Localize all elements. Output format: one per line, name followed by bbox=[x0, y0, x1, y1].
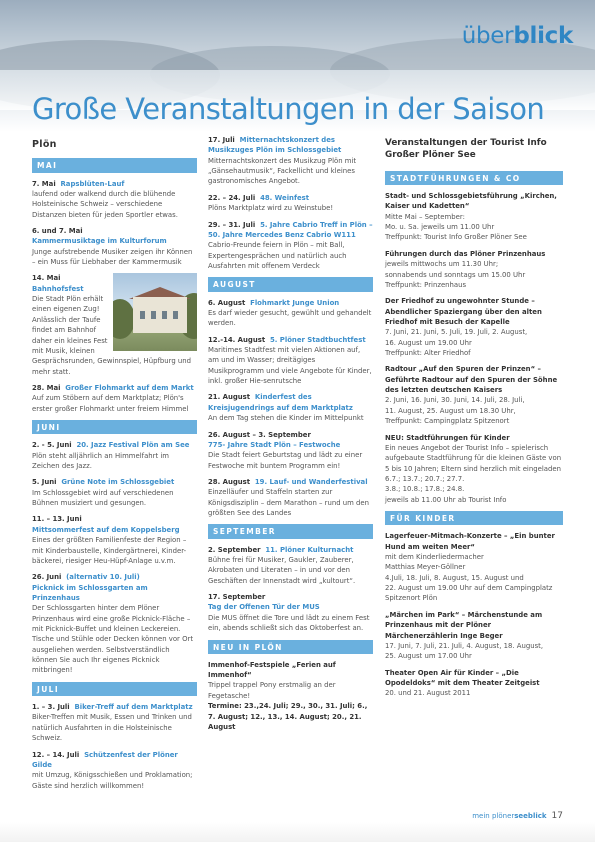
tour-item: Der Friedhof zu ungewohnter Stunde – Abendlicher Spaziergang über den alten Friedhof mit Besuch der Kapelle 7. Juni, 21. Juni, 5. Juli, 19. Juli, 2. August, 16. August um 19.00 Uhr Treffpunkt: Alter Friedhof bbox=[385, 297, 542, 358]
tourist-info-heading: Veranstaltungen der Tourist Info Großer Plöner See bbox=[385, 138, 547, 160]
event-item: 17. Juli Mitternachtskonzert des Musikzuges Plön im Schlossgebiet Mitternachtskonzert des Musikzug Plön mit „Gänsehautmusik“, Fackellicht und kleines gastronomisches Angebot. bbox=[208, 136, 357, 186]
event-item: 12.-14. August 5. Plöner Stadtbuchtfest Maritimes Stadtfest mit vielen Aktionen auf, am und im Wasser; dreitägiges Musikprogramm und viele Angebote für Kinder, inkl. großer Hie-senrutsche bbox=[208, 335, 372, 386]
event-item: 5. Juni Grüne Note im Schlossgebiet Im Schlossgebiet wird auf verschiedenen Bühnen musiziert und gesungen. bbox=[32, 478, 175, 508]
event-item: 1. – 3. Juli Biker-Treff auf dem Marktplatz Biker-Treffen mit Musik, Essen und Trinken und natürlich Ausfahrten in die Holsteinische Schweiz. bbox=[32, 703, 193, 743]
kids-item: Lagerfeuer-Mitmach-Konzerte – „Ein bunter Hund am weiten Meer“ mit dem Kinderliedermacher Matthias Meyer-Göllner 4.Juli, 18. Juli, 8. August, 15. August und 22. August um 19.00 Uhr auf dem Campingplatz Spitzenort Plön bbox=[385, 532, 555, 603]
tour-item: Führungen durch das Plöner Prinzenhaus jeweils mittwochs um 11.30 Uhr; sonnabends und sonntags um 15.00 Uhr Treffpunkt: Prinzenhaus bbox=[385, 249, 546, 289]
event-item: 17. September Tag der Offenen Tür der MUS Die MUS öffnet die Tore und lädt zu einem Fest ein, abends schließt sich das Oktoberfest an. bbox=[208, 593, 370, 633]
tour-item: NEU: Stadtführungen für Kinder Ein neues Angebot der Tourist Info – spielerisch aufgebaute Stadtführung für die kleinen Gäste von 5 bis 10 Jahren; Eltern sind herzlich mit eingeladen 6.7.; 13.7.; 20.7.; 27.7. 3.8.; 10.8.; 17.8.; 24.8. jeweils ab 11.00 Uhr ab Tourist Info bbox=[385, 433, 562, 504]
event-item: 2. - 5. Juni 20. Jazz Festival Plön am See Plön steht alljährlich an Himmelfahrt im Zeichen des Jazz. bbox=[32, 441, 190, 471]
event-item: Immenhof-Festspiele „Ferien auf Immenhof“ Trippel trappel Pony erstmalig an der Fegetasche! Termine: 23.,24. Juli; 29., 30., 31. Juli; 6., 7. August; 12., 13., 14. August; 20., 21. August bbox=[208, 660, 368, 731]
event-item: 6. und 7. Mai Kammermusiktage im Kulturforum Junge aufstrebende Musiker zeigen ihr Können – ein Muss für Liebhaber der Kammermusik bbox=[32, 226, 193, 267]
page-number: 17 bbox=[551, 811, 563, 821]
event-item: 12. – 14. Juli Schützenfest der Plöner Gilde mit Umzug, Königsschießen und Proklamation; Gäste sind herzlich willkommen! bbox=[32, 750, 193, 790]
kids-item: Theater Open Air für Kinder – „Die Opodeldoks“ mit dem Theater Zeitgeist 20. und 21. August 2011 bbox=[385, 668, 540, 698]
kids-item: „Märchen im Park“ – Märchenstunde am Prinzenhaus mit der Plöner Märchenerzählerin Inge Beger 17. Juni, 7. Juli, 21. Juli, 4. August, 18. August, 25. August um 17.00 Uhr bbox=[385, 610, 544, 661]
place-heading: Plön bbox=[32, 139, 57, 150]
footer-band bbox=[0, 822, 595, 842]
event-item: 7. Mai Rapsblüten-Lauf laufend oder walkend durch die blühende Holsteinische Schweiz – verschiedene Distanzen bieten für jeden Sportler etwas. bbox=[32, 179, 178, 219]
event-item: 22. – 24. Juli 48. Weinfest Plöns Marktplatz wird zu Weinstube! bbox=[208, 193, 334, 213]
event-item: 26. Juni (alternativ 10. Juli) Picknick im Schlossgarten am Prinzenhaus Der Schlossgarten hinter dem Plöner Prinzenhaus wird eine große Picknick-Fläche – mit Picknick-Buffet und kleinen Leckereien. Tische und Stühle oder Decken können vor Ort ausgeliehen werden. Selbstverständlich können Sie auch Ihr eigenes Picknick mitbringen! bbox=[32, 573, 194, 675]
event-item: 28. Mai Großer Flohmarkt auf dem Markt Auf zum Stöbern auf dem Marktplatz; Plön's erster großer Flohmarkt unter freiem Himmel bbox=[32, 383, 194, 413]
page-footer: mein plönerseeblick 17 bbox=[472, 811, 563, 821]
section-september: SEPTEMBER bbox=[208, 524, 373, 538]
tour-item: Stadt- und Schlossgebietsführung „Kirchen, Kaiser und Kadetten“ Mitte Mai – September: Mo. u. Sa. jeweils um 11.00 Uhr Treffpunkt: Tourist Info Großer Plöner See bbox=[385, 192, 557, 242]
event-item: 21. August Kinderfest des Kreisjugendrings auf dem Marktplatz An dem Tag stehen die Kinder im Mittelpunkt bbox=[208, 393, 364, 423]
event-item: 11. – 13. Juni Mittsommerfest auf dem Koppelsberg Eines der größten Familienfeste der Region – mit Kinderbaustelle, Kindergärtnerei, Kinder-bäckerei, riesiger Heu-Hüpf-Anlage u.v.m. bbox=[32, 515, 187, 565]
event-item: 2. September 11. Plöner Kulturnacht Bühne frei für Musiker, Gaukler, Zauberer, Akrobaten und Literaten – in und vor den Geschäften der Innenstadt wird „kultourt“. bbox=[208, 545, 356, 585]
section-juni: JUNI bbox=[32, 420, 197, 434]
tour-item: Radtour „Auf den Spuren der Prinzen“ – Geführte Radtour auf den Spuren der Söhne des letzten deutschen Kaisers 2. Juni, 16. Juni, 30. Juni, 14. Juli, 28. Juli, 11. August, 25. August um 18.30 Uhr, Treffpunkt: Campingplatz Spitzenort bbox=[385, 365, 558, 426]
section-mai: MAI bbox=[32, 158, 197, 172]
event-item: 26. August – 3. September 775- Jahre Stadt Plön – Festwoche Die Stadt feiert Geburtstag und lädt zu einer Festwoche mit buntem Programm ein! bbox=[208, 430, 363, 470]
page-title: Große Veranstaltungen in der Saison bbox=[32, 92, 545, 126]
event-item: 14. Mai Bahnhofsfest Die Stadt Plön erhält einen eigenen Zug! Anlässlich der Taufe findet am Bahnhof daher ein kleines Fest mit Musik, kleinen Gesprächsrunden, Gewinnspiel, Hüpfburg und mehr statt. bbox=[32, 273, 197, 377]
section-juli: JULI bbox=[32, 682, 197, 696]
section-kinder: FÜR KINDER bbox=[385, 511, 563, 525]
column-1 bbox=[32, 135, 197, 797]
section-august: AUGUST bbox=[208, 277, 373, 291]
section-brand: überblick bbox=[461, 23, 573, 49]
column-3 bbox=[385, 135, 563, 705]
event-item: 29. – 31. Juli 5. Jahre Cabrio Treff in Plön –50. Jahre Mercedes Benz Cabrio W111 Cabrio-Freunde feiern in Plön – mit Ball, Expertengesprächen und natürlich auch Ausfahrten mit offenem Verdeck bbox=[208, 220, 373, 270]
event-item: 6. August Flohmarkt Junge Union Es darf wieder gesucht, gewühlt und gehandelt werden. bbox=[208, 298, 372, 328]
bahnhof-photo bbox=[113, 273, 197, 351]
event-item: 28. August 19. Lauf- und Wanderfestival Einzelläufer und Staffeln starten zur Königsdisziplin – dem Marathon – rund um den größten See des Landes bbox=[208, 477, 370, 518]
section-neu: NEU IN PLÖN bbox=[208, 640, 373, 654]
section-stadtfuehrungen: STADTFÜHRUNGEN & CO bbox=[385, 171, 563, 185]
column-2 bbox=[208, 135, 373, 738]
